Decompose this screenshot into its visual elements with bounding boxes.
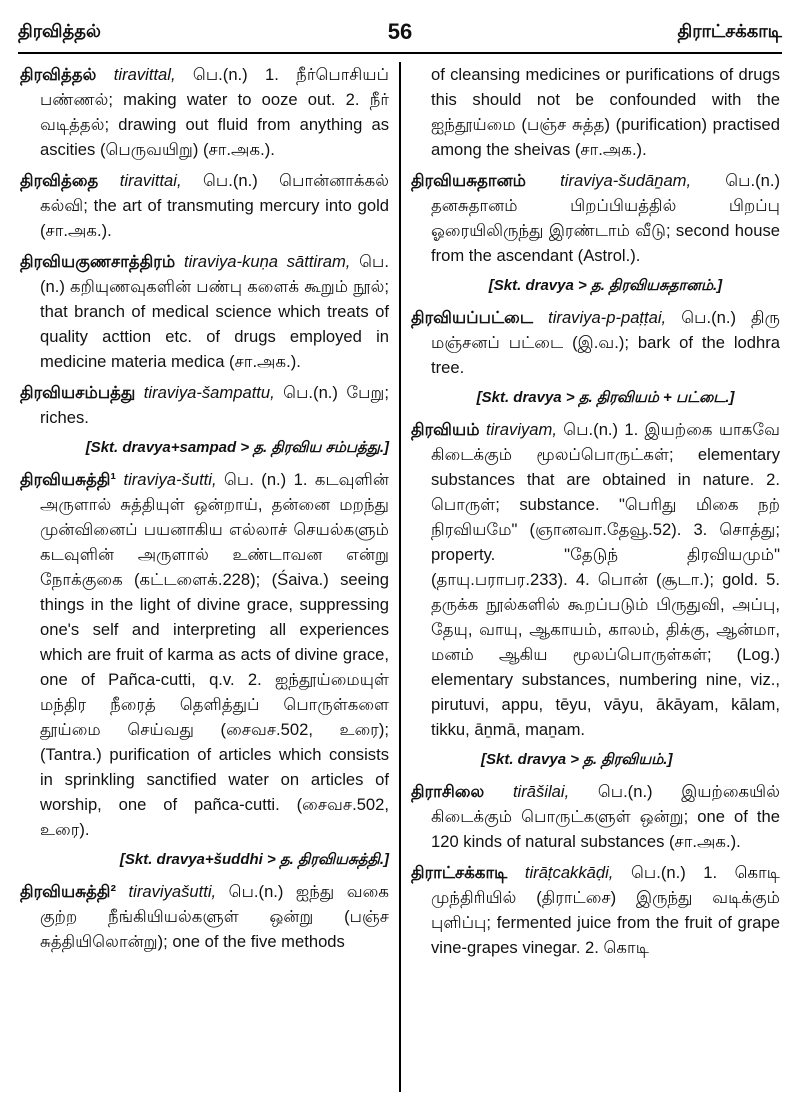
dictionary-entry (411, 417, 780, 742)
entry-definition: பெ.(n.) இயற்கையில் கிடைக்கும் பொருட்களுள் ஒன்று; one of the 120 kinds of natural substances (சா.அக.). (431, 782, 780, 851)
entry-definition: பெ.(n.) 1. இயற்கை யாகவே கிடைக்கும் மூலப்பொருட்கள்; elementary substances that are obtained in nature. 2. பொருள்; substance. "பெரிது மிகை நற் நிரவியமே" (ஞானவா.தேவூ.52). 3. சொத்து; property. "தேடுந் திரவியமும்" (தாயு.பராபர.233). 4. பொன் (சூடா.); gold. 5. தருக்க நூல்களில் கூறப்படும் பிருதுவி, அப்பு, தேயு, வாயு, ஆகாயம், காலம், திக்கு, ஆன்மா, மனம் ஆகிய மூலப்பொருள்கள்; (Log.) elementary substances, numbering nine, viz., pirutuvi, appu, tēyu, vāyu, ākāyam, kālam, tikku, āṉmā, maṉam. (431, 420, 780, 739)
entry-transliteration: tiraviya-šampattu, (143, 383, 275, 402)
entry-definition: பெ.(n.) கறியுணவுகளின் பண்பு களைக் கூறும் நூல்; that branch of medical science which treats of quality acttion etc. of drugs employed in medicine materia medica (சா.அக.). (40, 252, 389, 371)
right-column (401, 62, 782, 1092)
entry-headword: திரவித்தல் (20, 65, 97, 84)
entry-transliteration: tiraviya-p-paṭṭai, (548, 308, 667, 327)
entry-headword: திரவியசுத்தி² (20, 882, 117, 901)
dictionary-entry (20, 467, 389, 842)
dictionary-entry (20, 879, 389, 954)
dictionary-entry (20, 168, 389, 243)
entry-headword: திரவியசம்பத்து (20, 383, 136, 402)
entry-etymology: [Skt. dravya+šuddhi > த. திரவியசுத்தி.] (119, 851, 389, 868)
entry-headword: திரவியம் (411, 420, 480, 439)
entry-transliteration: tirāšilai, (512, 782, 570, 801)
dictionary-entry (20, 62, 389, 162)
entry-headword: திரவியசுதானம் (411, 171, 527, 190)
entry-definition: பெ.(n.) 1. கொடி முந்திரியில் (திராட்சை) இருந்து வடிக்கும் புளிப்பு; fermented juice from the fruit of grape vine-grapes vinegar. 2. கொடி (431, 863, 780, 957)
dictionary-entry (411, 779, 780, 854)
entry-definition: பெ.(n.) பொன்னாக்கல் கல்வி; the art of transmuting mercury into gold (சா.அக.). (40, 171, 389, 240)
dictionary-entry (411, 305, 780, 380)
entry-etymology: [Skt. dravya > த. திரவியம் + பட்டை.] (476, 389, 735, 406)
entry-transliteration: tiravittai, (119, 171, 182, 190)
entry-etymology: [Skt. dravya > த. திரவியம்.] (481, 751, 673, 768)
running-head-right: திராட்சக்காடி (677, 20, 782, 41)
dictionary-entry (20, 380, 389, 430)
entry-headword: திரவியசுத்தி¹ (20, 470, 117, 489)
dictionary-entry (20, 249, 389, 374)
entry-continuation: of cleansing medicines or purifications of drugs this should not be confounded with the ஐந்தூய்மை (பஞ்ச சுத்த) (purification) practised among the sheivas (சா.அக.). (431, 65, 780, 159)
entry-headword: திரவியப்பட்டை (411, 308, 534, 327)
dictionary-columns (18, 62, 782, 1092)
page-number: 56 (387, 19, 413, 44)
running-head-left: திரவித்தல் (18, 20, 101, 41)
entry-definition: பெ. (n.) 1. கடவுளின் அருளால் சுத்தியுள் ஒன்றாய், தன்னை மறந்து முன்வினைப் பயனாகிய எல்லாச் செயல்களும் கடவுளின் அருளால் உண்டாவன என்று நோக்குகை (கட்டளைக்.228); (Śaiva.) seeing things in the light of divine grace, suppressing one's self and interpreting all experiences which are fruit of karma as acts of divine grace, one of Pañca-cutti, q.v. 2. ஐந்தூய்மையுள் மந்திர நீரைத் தெளித்துப் பொருள்களை தூய்மை செய்வது (சைவச.502, உரை); (Tantra.) purification of articles which consists in sprinkling sanctified water on articles of worship, one of pañca-cutti. (சைவச.502, உரை). (40, 470, 389, 839)
entry-transliteration: tiraviyašutti, (128, 882, 217, 901)
dictionary-entry (411, 860, 780, 960)
entry-headword: திரவித்தை (20, 171, 99, 190)
entry-definition: பெ.(n.) 1. நீர்பொசியப் பண்ணல்; making water to ooze out. 2. நீர் வடித்தல்; drawing out fluid from anything as ascities (பெருவயிறு) (சா.அக.). (40, 65, 389, 159)
entry-transliteration: tirāṭcakkāḍi, (524, 863, 614, 882)
entry-definition: பெ.(n.) திரு மஞ்சனப் பட்டை (இ.வ.); bark of the lodhra tree. (431, 308, 780, 377)
entry-etymology: [Skt. dravya > த. திரவியசுதானம்.] (488, 277, 723, 294)
entry-etymology: [Skt. dravya+sampad > த. திரவிய சம்பத்து.] (85, 439, 389, 456)
entry-transliteration: tiraviya-šutti, (123, 470, 217, 489)
entry-headword: திரவியகுணசாத்திரம் (20, 252, 176, 271)
entry-transliteration: tiraviya-šudāṉam, (560, 171, 692, 190)
entry-definition: பெ.(n.) தனசுதானம் பிறப்பியத்தில் பிறப்பு ஓரையிலிருந்து இரண்டாம் வீடு; second house from the ascendant (Astrol.). (431, 171, 780, 265)
entry-transliteration: tiraviya-kuṇa sāttiram, (183, 252, 351, 271)
left-column (18, 62, 401, 1092)
entry-headword: திராட்சக்காடி (411, 863, 508, 882)
dictionary-entry (411, 168, 780, 268)
page-header (18, 12, 782, 54)
entry-transliteration: tiravittal, (113, 65, 176, 84)
entry-definition: பெ.(n.) ஐந்து வகை குற்ற நீங்கியியல்களுள் ஒன்று (பஞ்ச சுத்தியிலொன்று); one of the five methods (40, 882, 389, 951)
entry-transliteration: tiraviyam, (485, 420, 557, 439)
entry-headword: திராசிலை (411, 782, 485, 801)
entry-definition: பெ.(n.) பேறு; riches. (40, 383, 389, 427)
